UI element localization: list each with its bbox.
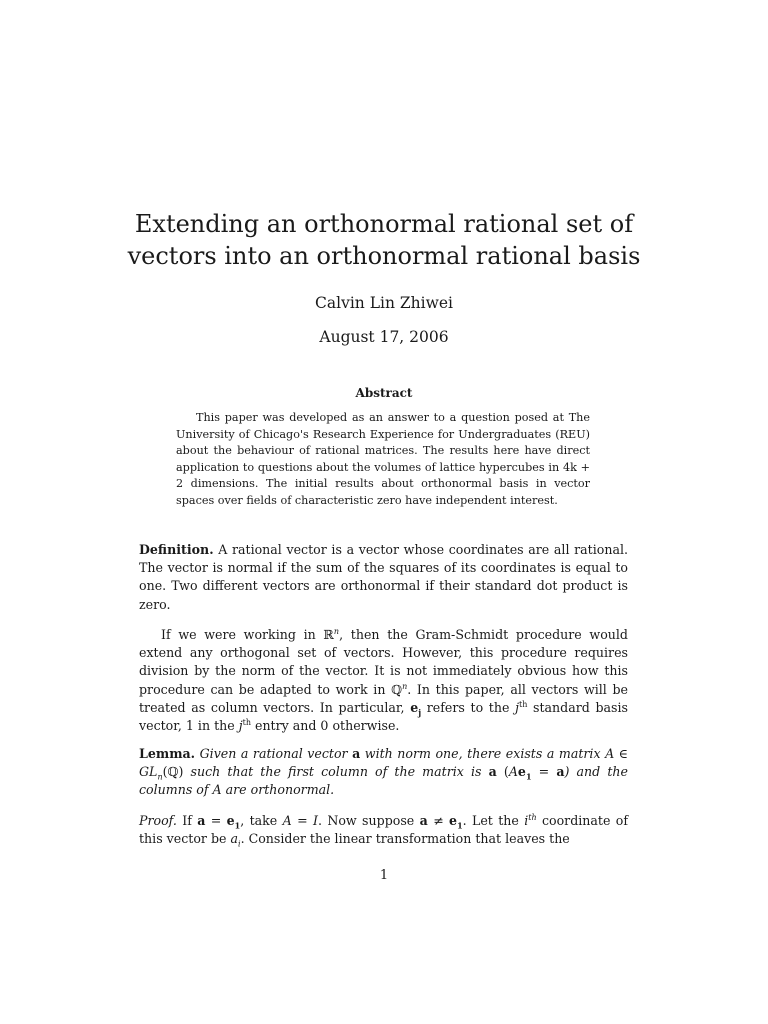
lemma-text-1: Given a rational vector (199, 746, 353, 761)
proof-vector-e-2: e (449, 813, 458, 828)
para-text-1: If we were working in ℝ (161, 627, 334, 642)
proof-coord-sub-i: i (238, 839, 241, 849)
lemma-vector-e: e (517, 764, 526, 780)
para-th-1: th (519, 699, 528, 709)
proof-identity-i: I (312, 813, 318, 828)
proof-text-9: . Consider the linear transformation that leaves the (240, 831, 570, 847)
lemma-text-2: with norm one, there exists a matrix (360, 746, 606, 761)
para-sup-n-2: n (402, 681, 408, 691)
proof-text-4: = (291, 813, 313, 828)
title-line-2: vectors into an orthonormal rational basis (127, 242, 641, 270)
definition-paragraph (139, 541, 628, 614)
proof-coord-a: a (230, 831, 238, 847)
abstract-body: This paper was developed as an answer to a question posed at The University of Chicago's Research Experience for Undergraduates (REU) about the behaviour of rational matrices. The results here have direct application to questions about the volumes of lattice hypercubes in 4k + 2 dimensions. The initial results about orthonormal basis in vector spaces over fields of characteristic zero have independent interest. (176, 411, 590, 507)
lemma-text-5: = (531, 764, 557, 780)
proof-label: Proof. (139, 813, 177, 828)
lemma-gl: A ∈ GL (139, 746, 628, 780)
lemma-label: Lemma. (139, 746, 196, 761)
proof-text-8: coordinate of this vector be (139, 813, 629, 847)
lemma-text-3: such that the first column of the matrix is (183, 764, 489, 780)
para-text-5: standard basis vector, 1 in the (139, 699, 629, 734)
para-j-2: j (238, 718, 243, 734)
proof-text-1: If (176, 813, 198, 828)
basis-vector-e: e (410, 699, 419, 715)
definition-label: Definition. (139, 542, 214, 557)
proof-index-i: i (524, 813, 529, 828)
lemma-matrix-a: A (508, 764, 518, 780)
para-j-1: j (515, 699, 519, 715)
proof-text-6: ≠ (427, 813, 450, 828)
para-text-6: entry and 0 otherwise. (250, 718, 400, 734)
para-sup-n-1: n (333, 626, 340, 636)
proof-vector-e-1-sub: 1 (234, 820, 241, 831)
proof-vector-e-2-sub: 1 (457, 820, 463, 831)
para-text-3: . In this paper, all vectors will be treated as column vectors. In particular, (139, 681, 628, 715)
para-th-2: th (242, 717, 251, 727)
lemma-paragraph (139, 745, 628, 800)
definition-text: A rational vector is a vector whose coordinates are all rational. The vector is normal if the sum of the squares of its coordinates is equal to one. Two different vectors are orthonormal if their standard dot product is zero. (139, 542, 628, 612)
lemma-vector-e-sub: 1 (525, 771, 532, 782)
proof-vector-a-2: a (419, 813, 428, 828)
lemma-text-4: ( (496, 764, 509, 780)
page-number: 1 (379, 868, 389, 883)
para-text-4: refers to the (421, 699, 516, 715)
proof-text-2: = (205, 813, 227, 828)
proof-text-7: . Let the (462, 813, 525, 828)
paper-title (100, 208, 668, 272)
gram-schmidt-paragraph (139, 626, 628, 735)
proof-text-5: . Now suppose (317, 813, 420, 828)
lemma-gl-sub-n: n (157, 772, 163, 782)
lemma-vector-a-1: a (352, 746, 361, 761)
lemma-vector-a-3: a (556, 764, 565, 780)
publication-date: August 17, 2006 (319, 328, 449, 346)
proof-th: th (528, 812, 537, 822)
lemma-field-q: (ℚ) (162, 764, 184, 780)
title-line-1: Extending an orthonormal rational set of (134, 210, 634, 238)
proof-matrix-a: A (282, 813, 292, 828)
proof-vector-a-1: a (197, 813, 206, 828)
para-text-2: , then the Gram-Schmidt procedure would extend any orthogonal set of vectors. However, this procedure requires division by the norm of the vector. It is not immediately obvious how this procedure can be adapted to work in ℚ (139, 627, 628, 697)
abstract-heading: Abstract (355, 386, 413, 400)
lemma-vector-a-2: a (488, 764, 497, 780)
proof-paragraph (139, 812, 628, 848)
basis-vector-sub-j: j (418, 707, 422, 718)
proof-vector-e-1: e (226, 813, 235, 828)
proof-text-3: , take (240, 813, 283, 828)
author-name: Calvin Lin Zhiwei (315, 294, 453, 312)
lemma-text-6: ) and the columns of A are orthonormal. (139, 764, 628, 798)
